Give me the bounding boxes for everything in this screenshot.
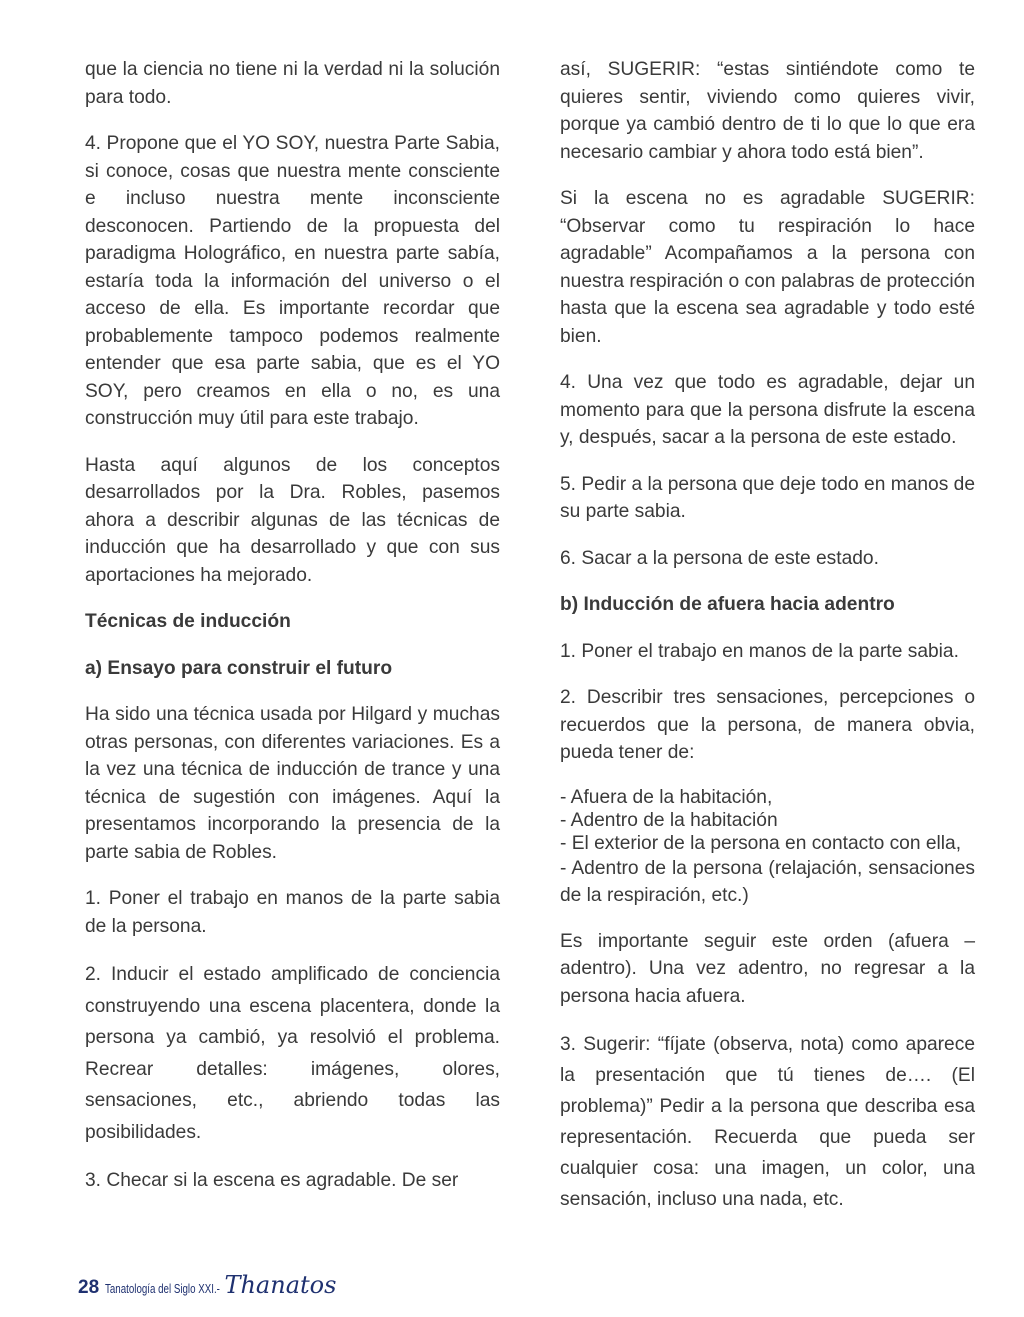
paragraph: 4. Una vez que todo es agradable, dejar un momento para que la persona disfrute la escena y, después, sacar a la persona de este estado. xyxy=(560,372,975,448)
list-item: - Afuera de la habitación, xyxy=(560,786,773,808)
paragraph: 5. Pedir a la persona que deje todo en manos de su parte sabia. xyxy=(560,473,975,522)
paragraph: Es importante seguir este orden (afuera –adentro). Una vez adentro, no regresar a la persona hacia afuera. xyxy=(560,930,975,1007)
paragraph: Si la escena no es agradable SUGERIR: “Observar como tu respiración lo hace agradable” Acompañamos a la persona con nuestra respiración o con palabras de protección hasta que la escena sea agradable y todo esté bien. xyxy=(560,188,975,347)
list-item: - Adentro de la habitación xyxy=(560,809,778,831)
paragraph: 2. Describir tres sensaciones, percepciones o recuerdos que la persona, de manera obvia, pueda tener de: xyxy=(560,687,975,763)
paragraph: 2. Inducir el estado amplificado de conciencia construyendo una escena placentera, donde la persona ya cambió, ya resolvió el problema. Recrear detalles: imágenes, olores, sensaciones, etc., abriendo todas las posibilidades. xyxy=(85,964,500,1143)
paragraph: 1. Poner el trabajo en manos de la parte sabia de la persona. xyxy=(85,888,500,937)
thanatos-logo: Thanatos xyxy=(224,1271,337,1299)
right-column xyxy=(560,56,975,1234)
page-footer xyxy=(78,1271,336,1299)
paragraph: así, SUGERIR: “estas sintiéndote como te quieres sentir, viviendo como quieres vivir, porque ya cambió dentro de ti lo que lo que era necesario cambiar y ahora todo está bien”. xyxy=(560,59,975,163)
subsection-heading: a) Ensayo para construir el futuro xyxy=(85,657,393,679)
section-heading: Técnicas de inducción xyxy=(85,611,291,632)
page-number: 28 xyxy=(78,1277,100,1298)
bullet-list xyxy=(560,786,975,909)
paragraph: Hasta aquí algunos de los conceptos desarrollados por la Dra. Robles, pasemos ahora a describir algunas de las técnicas de inducción que ha desarrollado y que con sus aportaciones ha mejorado. xyxy=(85,454,500,586)
paragraph: 3. Sugerir: “fíjate (observa, nota) como aparece la presentación que tú tienes de…. (El problema)” Pedir a la persona que describa esa representación. Recuerda que pueda ser cualquier cosa: una imagen, un color, una sensación, incluso una nada, etc. xyxy=(560,1034,975,1210)
paragraph: Ha sido una técnica usada por Hilgard y muchas otras personas, con diferentes variaciones. Es a la vez una técnica de inducción de trance y una técnica de sugestión con imágenes. Aquí la presentamos incorporando la presencia de la parte sabia de Robles. xyxy=(85,704,500,863)
paragraph: 1. Poner el trabajo en manos de la parte sabia. xyxy=(560,640,959,662)
paragraph: que la ciencia no tiene ni la verdad ni la solución para todo. xyxy=(85,59,500,108)
subsection-heading: b) Inducción de afuera hacia adentro xyxy=(560,594,895,615)
list-item: - El exterior de la persona en contacto con ella, xyxy=(560,832,962,854)
magazine-title: Tanatología del Siglo XXI.- xyxy=(105,1282,221,1296)
paragraph: 4. Propone que el YO SOY, nuestra Parte Sabia, si conoce, cosas que nuestra mente consciente e incluso nuestra mente inconsciente desconocen. Partiendo de la propuesta del paradigma Holográfico, en nuestra parte sabía, estaría toda la información del universo o el acceso de ella. Es importante recordar que probablemente tampoco podemos realmente entender que esa parte sabia, que es el YO SOY, pero creamos en ella o no, es una construcción muy útil para este trabajo. xyxy=(85,133,500,429)
list-item: - Adentro de la persona (relajación, sensaciones de la respiración, etc.) xyxy=(560,857,975,906)
paragraph: 3. Checar si la escena es agradable. De ser xyxy=(85,1170,459,1191)
paragraph: 6. Sacar a la persona de este estado. xyxy=(560,547,879,569)
left-column xyxy=(85,56,500,1214)
